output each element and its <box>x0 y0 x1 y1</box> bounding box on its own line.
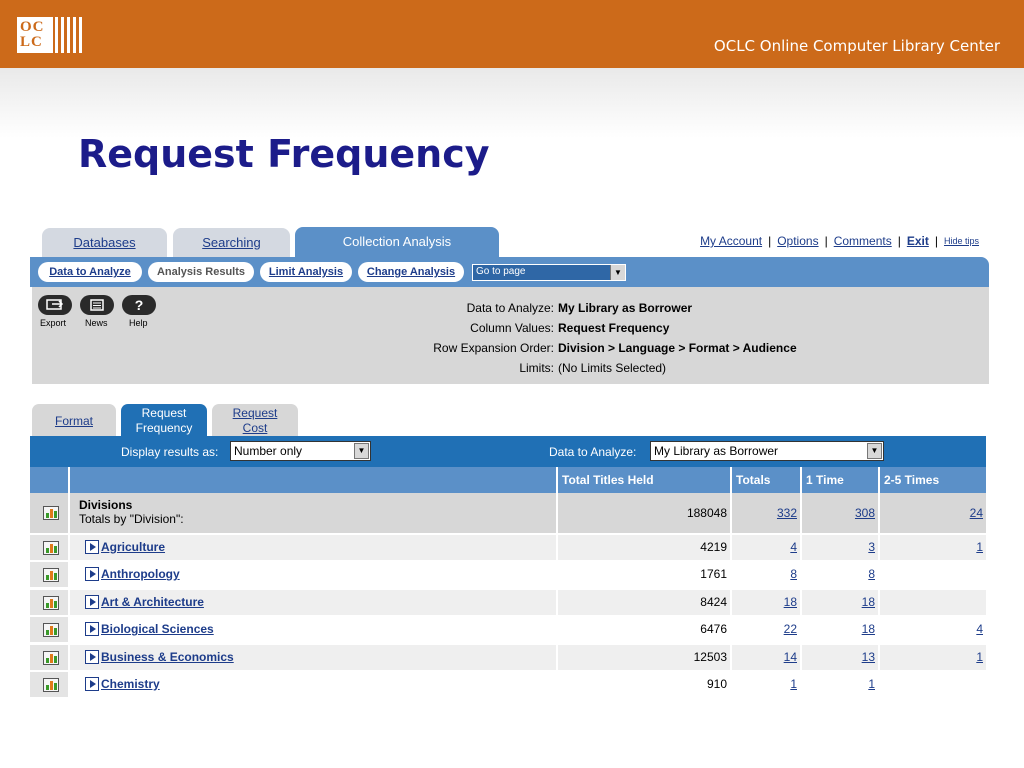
two-five-cell <box>878 645 986 672</box>
info-value: Request Frequency <box>558 321 670 335</box>
tab-request-frequency[interactable] <box>121 404 207 438</box>
header-cell <box>30 467 68 493</box>
export-label: Export <box>40 318 67 328</box>
comments-link[interactable]: Comments <box>833 234 892 248</box>
header-total-titles: Total Titles Held <box>556 467 730 493</box>
division-cell <box>68 590 556 617</box>
tab-label: Databases <box>73 235 136 250</box>
two-five-link[interactable]: 4 <box>976 622 983 637</box>
expand-arrow-icon[interactable] <box>85 622 99 636</box>
division-link[interactable]: Anthropology <box>101 567 180 582</box>
separator: | <box>897 234 901 248</box>
logo-text-top: OC <box>20 19 45 35</box>
summary-row <box>30 493 986 535</box>
tab-request-cost[interactable] <box>212 404 298 438</box>
two-five-cell <box>878 617 986 644</box>
header-1-time: 1 Time <box>800 467 878 493</box>
summary-subtitle: Totals by "Division": <box>79 512 184 526</box>
app-window <box>30 226 989 698</box>
oclc-logo <box>17 17 85 53</box>
totals-link[interactable]: 18 <box>783 594 797 609</box>
one-time-cell <box>800 535 878 562</box>
export-button[interactable] <box>38 295 72 315</box>
header-totals: Totals <box>730 467 800 493</box>
total-titles-cell: 6476 <box>556 617 730 644</box>
total-titles-cell: 1761 <box>556 562 730 589</box>
tab-searching[interactable] <box>173 228 290 260</box>
hide-tips-link[interactable]: Hide tips <box>943 236 979 246</box>
subtab-change-analysis[interactable]: Change Analysis <box>358 262 464 282</box>
chevron-down-icon: ▼ <box>610 265 625 280</box>
chart-icon[interactable] <box>43 506 59 520</box>
summary-title: Divisions <box>79 498 133 512</box>
table-row <box>30 645 986 672</box>
go-to-page-value: Go to page <box>476 266 526 277</box>
one-time-link[interactable]: 1 <box>868 677 875 691</box>
summary-two-five-link[interactable]: 24 <box>969 506 983 520</box>
help-label: Help <box>129 318 148 328</box>
logo-bars <box>55 17 85 53</box>
one-time-link[interactable]: 18 <box>861 622 875 637</box>
chevron-down-icon: ▼ <box>354 443 369 459</box>
top-links <box>700 234 979 248</box>
chart-cell <box>30 535 68 562</box>
summary-totals <box>730 493 800 535</box>
tab-label-line2: Frequency <box>135 421 193 435</box>
expand-arrow-icon[interactable] <box>85 650 99 664</box>
division-cell <box>68 617 556 644</box>
separator: | <box>934 234 938 248</box>
my-account-link[interactable]: My Account <box>700 234 763 248</box>
info-value: My Library as Borrower <box>558 301 693 315</box>
two-five-cell <box>878 535 986 562</box>
total-titles-cell: 8424 <box>556 590 730 617</box>
info-label: Column Values: <box>470 321 554 335</box>
division-cell <box>68 535 556 562</box>
options-link[interactable]: Options <box>777 234 819 248</box>
summary-one-time <box>800 493 878 535</box>
subtab-analysis-results[interactable]: Analysis Results <box>148 262 254 282</box>
totals-link[interactable]: 14 <box>783 649 797 664</box>
totals-cell <box>730 562 800 589</box>
separator: | <box>768 234 772 248</box>
news-button[interactable] <box>80 295 114 315</box>
chart-icon[interactable] <box>43 596 59 610</box>
select-value: Number only <box>234 444 303 458</box>
totals-cell <box>730 672 800 699</box>
table-header <box>30 467 986 493</box>
two-five-cell <box>878 672 986 699</box>
info-value: (No Limits Selected) <box>558 361 667 375</box>
tab-label: Collection Analysis <box>342 234 452 249</box>
chart-cell <box>30 562 68 589</box>
exit-link[interactable]: Exit <box>906 234 929 248</box>
two-five-link[interactable]: 1 <box>976 540 983 554</box>
logo-text-bottom: LC <box>20 34 43 50</box>
info-row-columns <box>362 318 797 338</box>
tab-collection-analysis[interactable] <box>295 227 499 259</box>
header-cell <box>68 467 556 493</box>
info-label: Limits: <box>519 361 554 375</box>
expand-arrow-icon[interactable] <box>85 567 99 581</box>
two-five-link[interactable]: 1 <box>976 649 983 664</box>
news-icon <box>90 299 104 311</box>
table-row <box>30 672 986 699</box>
total-titles-cell: 12503 <box>556 645 730 672</box>
totals-cell <box>730 617 800 644</box>
table-row <box>30 617 986 644</box>
sub-nav-bar <box>30 257 989 287</box>
chart-icon[interactable] <box>43 678 59 692</box>
chart-icon[interactable] <box>43 541 59 555</box>
division-cell <box>68 562 556 589</box>
chart-icon[interactable] <box>43 623 59 637</box>
totals-link[interactable]: 8 <box>790 567 797 582</box>
tab-label: Format <box>54 414 93 428</box>
header-fade <box>0 68 1024 138</box>
summary-two-five <box>878 493 986 535</box>
chart-cell <box>30 590 68 617</box>
one-time-link[interactable]: 13 <box>861 649 875 664</box>
total-titles-cell: 4219 <box>556 535 730 562</box>
summary-one-time-link[interactable]: 308 <box>854 506 875 520</box>
info-value: Division > Language > Format > Audience <box>558 341 797 355</box>
chart-cell <box>30 493 68 535</box>
totals-link[interactable]: 1 <box>790 677 797 691</box>
expand-arrow-icon[interactable] <box>85 540 99 554</box>
totals-link[interactable]: 22 <box>783 622 797 637</box>
summary-label-cell <box>68 493 556 535</box>
one-time-link[interactable]: 3 <box>868 540 875 554</box>
summary-totals-link[interactable]: 332 <box>776 506 797 520</box>
division-cell <box>68 645 556 672</box>
one-time-cell <box>800 645 878 672</box>
header-bar <box>0 0 1024 68</box>
go-to-page-select[interactable] <box>472 264 626 281</box>
info-row-data <box>362 298 797 318</box>
one-time-cell <box>800 590 878 617</box>
export-icon <box>46 299 64 311</box>
two-five-cell <box>878 590 986 617</box>
slide-title: Request Frequency <box>78 132 490 176</box>
logo-mark <box>17 17 53 53</box>
table-row <box>30 562 986 589</box>
tab-label: Request <box>232 406 278 420</box>
expand-arrow-icon[interactable] <box>85 677 99 691</box>
chart-icon[interactable] <box>43 651 59 665</box>
help-button[interactable]: ? <box>122 295 156 315</box>
info-panel <box>30 287 989 384</box>
analyze-label: Data to Analyze: <box>549 445 637 459</box>
info-row-expansion <box>362 338 797 358</box>
chart-cell <box>30 645 68 672</box>
division-link[interactable]: Art & Architecture <box>101 594 204 609</box>
info-label: Data to Analyze: <box>466 301 554 315</box>
separator: | <box>824 234 828 248</box>
display-label: Display results as: <box>121 445 219 459</box>
division-link[interactable]: Chemistry <box>101 677 160 691</box>
chart-cell <box>30 617 68 644</box>
expand-arrow-icon[interactable] <box>85 595 99 609</box>
division-link[interactable]: Biological Sciences <box>101 622 214 637</box>
org-name: OCLC Online Computer Library Center <box>713 37 1000 55</box>
tab-databases[interactable] <box>42 228 167 260</box>
chart-icon[interactable] <box>43 568 59 582</box>
display-results-select[interactable] <box>230 441 371 461</box>
one-time-cell <box>800 672 878 699</box>
total-titles-cell: 910 <box>556 672 730 699</box>
summary-total-titles: 188048 <box>556 493 730 535</box>
one-time-cell <box>800 617 878 644</box>
one-time-link[interactable]: 8 <box>868 567 875 582</box>
two-five-cell <box>878 562 986 589</box>
totals-cell <box>730 645 800 672</box>
info-label: Row Expansion Order: <box>433 341 554 355</box>
tab-label-line2: Cost <box>242 421 268 435</box>
division-link[interactable]: Business & Economics <box>101 649 234 664</box>
tab-label: Searching <box>202 235 261 250</box>
info-row-limits <box>362 358 797 378</box>
tab-format[interactable] <box>32 404 116 438</box>
one-time-cell <box>800 562 878 589</box>
chevron-down-icon: ▼ <box>867 443 882 459</box>
totals-cell <box>730 590 800 617</box>
tab-label: Request <box>141 406 187 420</box>
totals-cell <box>730 535 800 562</box>
subtab-data-to-analyze[interactable]: Data to Analyze <box>38 262 142 282</box>
table-row <box>30 535 986 562</box>
select-value: My Library as Borrower <box>654 444 779 458</box>
header-2-5-times: 2-5 Times <box>878 467 986 493</box>
display-options-bar <box>30 436 986 467</box>
division-cell <box>68 672 556 699</box>
analysis-info <box>362 298 797 378</box>
totals-link[interactable]: 4 <box>790 540 797 554</box>
table-row <box>30 590 986 617</box>
one-time-link[interactable]: 18 <box>861 594 875 609</box>
division-link[interactable]: Agriculture <box>101 540 166 554</box>
chart-cell <box>30 672 68 699</box>
data-to-analyze-select[interactable] <box>650 441 884 461</box>
news-label: News <box>85 318 108 328</box>
subtab-limit-analysis[interactable]: Limit Analysis <box>260 262 352 282</box>
